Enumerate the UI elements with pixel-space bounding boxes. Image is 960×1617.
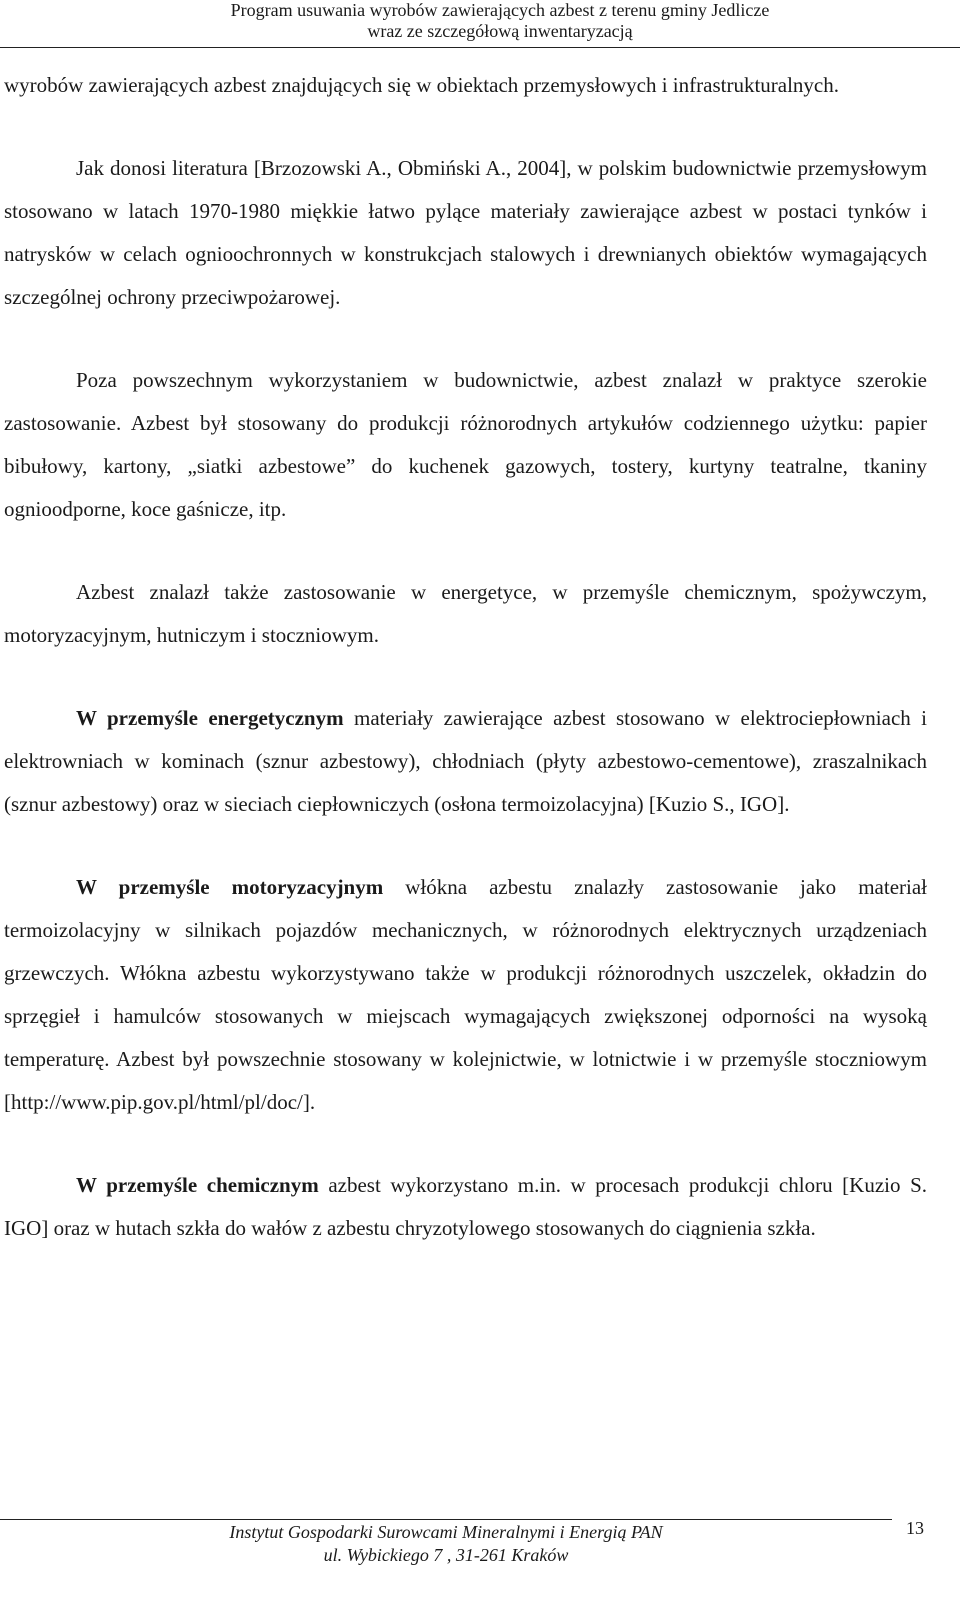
paragraph-literature: Jak donosi literatura [Brzozowski A., Obmiński A., 2004], w polskim budownictwie przemysłowym stosowano w latach 1970-1980 miękkie łatwo pylące materiały zawierające azbest w postaci tynków i natrysków w celach ognioochronnych w konstrukcjach stalowych i drewnianych obiektów wymagających szczególnej ochrony przeciwpożarowej.: [4, 156, 927, 309]
energy-heading: W przemyśle energetycznym: [76, 706, 344, 730]
page-footer: [0, 1521, 892, 1567]
document-body: [4, 64, 927, 1250]
header-title: Program usuwania wyrobów zawierających azbest z terenu gminy Jedlicze: [230, 0, 770, 20]
header-subtitle: wraz ze szczegółową inwentaryzacją: [367, 21, 633, 41]
paragraph-chemical: [4, 1164, 927, 1250]
paragraph-continuation: wyrobów zawierających azbest znajdujących się w obiektach przemysłowych i infrastrukturalnych.: [4, 73, 840, 97]
automotive-heading: W przemyśle motoryzacyjnym: [76, 875, 384, 899]
paragraph-energy: [4, 697, 927, 826]
page-header: [0, 0, 960, 42]
footer-divider: [0, 1519, 892, 1520]
chemical-text: azbest wykorzystano m.in. w procesach produkcji chloru [Kuzio S. IGO] oraz w hutach szkła do wałów z azbestu chryzotylowego stosowanych do ciągnienia szkła.: [4, 1173, 927, 1240]
automotive-text: włókna azbestu znalazły zastosowanie jako materiał termoizolacyjny w silnikach pojazdów mechanicznych, w różnorodnych elektrycznych urządzeniach grzewczych. Włókna azbestu wykorzystywano także w produkcji różnorodnych uszczelek, okładzin do sprzęgieł i hamulców stosowanych w miejscach wymagających zwiększonej odporności na wysoką temperaturę. Azbest był powszechnie stosowany w kolejnictwie, w lotnictwie i w przemyśle stoczniowym [http://www.pip.gov.pl/html/pl/doc/].: [4, 875, 927, 1114]
paragraph-industries: Azbest znalazł także zastosowanie w energetyce, w przemyśle chemicznym, spożywczym, motoryzacyjnym, hutniczym i stoczniowym.: [4, 580, 927, 647]
footer-institution: Instytut Gospodarki Surowcami Mineralnymi i Energią PAN: [229, 1522, 663, 1542]
paragraph-applications: Poza powszechnym wykorzystaniem w budownictwie, azbest znalazł w praktyce szerokie zastosowanie. Azbest był stosowany do produkcji różnorodnych artykułów codziennego użytku: papier bibułowy, kartony, „siatki azbestowe” do kuchenek gazowych, tostery, kurtyny teatralne, tkaniny ognioodporne, koce gaśnicze, itp.: [4, 368, 927, 521]
page-number: 13: [906, 1518, 924, 1538]
footer-address: ul. Wybickiego 7 , 31-261 Kraków: [323, 1545, 569, 1565]
paragraph-automotive: [4, 866, 927, 1124]
header-divider: [0, 47, 960, 48]
energy-text: materiały zawierające azbest stosowano w elektrociepłowniach i elektrowniach w kominach (sznur azbestowy), chłodniach (płyty azbestowo-cementowe), zraszalnikach (sznur azbestowy) oraz w sieciach ciepłowniczych (osłona termoizolacyjna) [Kuzio S., IGO].: [4, 706, 927, 816]
chemical-heading: W przemyśle chemicznym: [76, 1173, 319, 1197]
